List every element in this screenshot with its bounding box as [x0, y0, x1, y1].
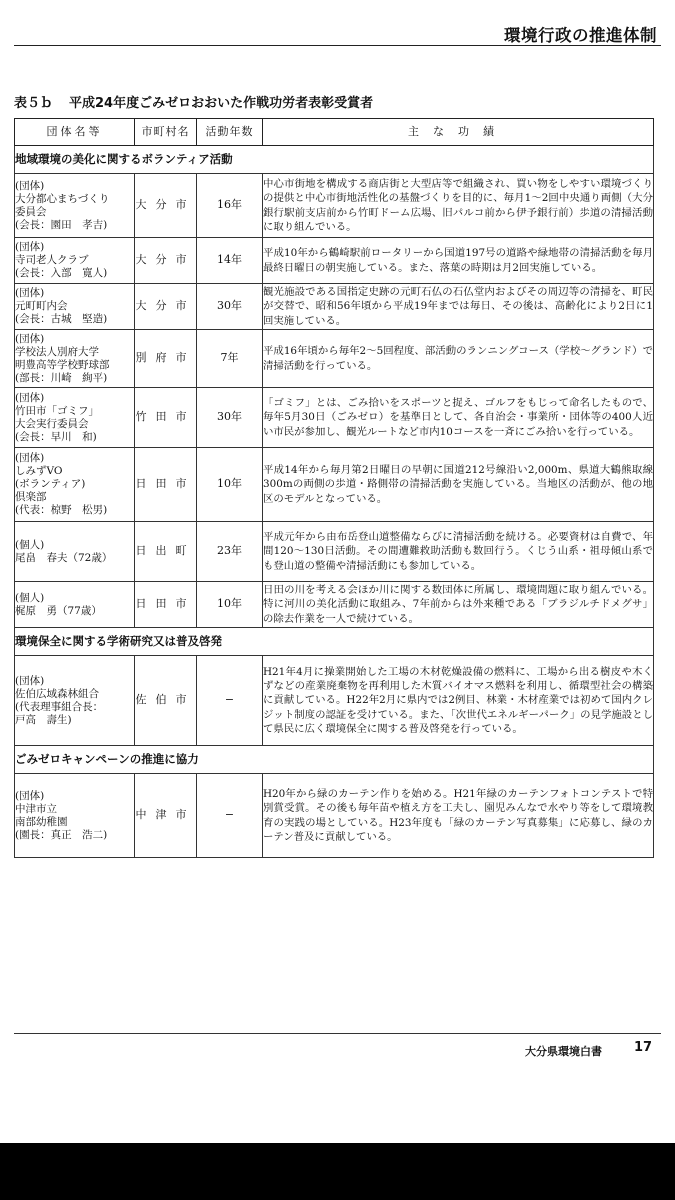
- municipality-cell: 別府市: [135, 330, 197, 388]
- recipient-line: しみずVO: [15, 465, 63, 477]
- header-years: 活動年数: [197, 119, 263, 146]
- recipient-line: 明豊高等学校野球部: [15, 358, 110, 371]
- recipient-line: (団体): [15, 674, 45, 687]
- recipient-cell: [15, 388, 135, 448]
- recipient-cell: [15, 522, 135, 582]
- recipient-line: (個人): [15, 591, 45, 604]
- table-row: [15, 388, 654, 448]
- recipient-line: 寺司老人クラブ: [15, 254, 89, 266]
- municipality-cell: 大分市: [135, 284, 197, 330]
- header-rule: [14, 45, 661, 46]
- achievement-cell: 平成14年から毎月第2日曜日の早朝に国道212号線沿い2,000m、県道大鶴熊取線300mの両側の歩道・路側帯の清掃活動を実施している。当地区の活動が、他の地区のモデルとなっている。: [263, 448, 654, 522]
- municipality-cell: 日田市: [135, 582, 197, 628]
- table-body: [15, 146, 654, 858]
- achievement-cell: 平成10年から鶴崎駅前ロータリーから国道197号の道路や緑地帯の清掃活動を毎月最終日曜日の朝実施している。また、落葉の時期は月2回実施している。: [263, 238, 654, 284]
- recipient-cell: [15, 656, 135, 746]
- section-title: ごみゼロキャンペーンの推進に協力: [15, 746, 654, 774]
- recipient-line: (園長：真正 浩二): [15, 828, 108, 841]
- recipient-line: (会長：入部 寛人): [15, 267, 108, 279]
- recipient-line: 尾畠 春夫（72歳）: [15, 551, 113, 564]
- recipient-line: 戸高 壽生): [15, 713, 72, 726]
- recipient-cell: [15, 582, 135, 628]
- table-number: 表５ｂ: [14, 96, 54, 111]
- recipient-line: 南部幼稚園: [15, 815, 68, 828]
- bottom-black-bar: [0, 1143, 675, 1200]
- section-title: 環境保全に関する学術研究又は普及啓発: [15, 628, 654, 656]
- recipient-line: (会長：園田 孝吉): [15, 218, 108, 231]
- years-cell: −: [197, 774, 263, 858]
- table-row: [15, 774, 654, 858]
- municipality-cell: 大分市: [135, 238, 197, 284]
- years-cell: 23年: [197, 522, 263, 582]
- recipient-line: (代表理事組合長：: [15, 700, 104, 713]
- header-achievements: 主な功績: [263, 119, 654, 146]
- achievement-cell: H20年から緑のカーテン作りを始める。H21年緑のカーテンフォトコンテストで特別賞受賞。その後も毎年苗や植え方を工夫し、園児みんなで水やり等をして環境教育の実践の場としている。H23年度も「緑のカーテン写真募集」に応募し、緑のカーテン普及に貢献している。: [263, 774, 654, 858]
- table-row: [15, 174, 654, 238]
- recipient-cell: [15, 284, 135, 330]
- footer-rule: [14, 1033, 661, 1034]
- recipient-line: (部長：川崎 絢平): [15, 371, 108, 384]
- recipient-cell: [15, 774, 135, 858]
- table-row: [15, 522, 654, 582]
- recipient-cell: [15, 330, 135, 388]
- section-row: [15, 146, 654, 174]
- chapter-title: 環境行政の推進体制: [504, 26, 657, 45]
- years-cell: 16年: [197, 174, 263, 238]
- recipient-line: (団体): [15, 241, 45, 253]
- municipality-cell: 日出町: [135, 522, 197, 582]
- header-org: 団体名等: [15, 119, 135, 146]
- award-table: [14, 118, 654, 858]
- years-cell: 30年: [197, 388, 263, 448]
- recipient-line: (会長：早川 和): [15, 430, 97, 443]
- recipient-line: 梶原 勇（77歳）: [15, 604, 102, 617]
- recipient-line: 大会実行委員会: [15, 417, 89, 430]
- publication-name: 大分県環境白書: [525, 1045, 602, 1058]
- recipient-line: (会長：古城 堅造): [15, 313, 108, 325]
- table-row: [15, 656, 654, 746]
- section-title: 地域環境の美化に関するボランティア活動: [15, 146, 654, 174]
- table-row: [15, 582, 654, 628]
- recipient-line: (団体): [15, 452, 45, 464]
- achievement-cell: 中心市街地を構成する商店街と大型店等で組織され、買い物をしやすい環境づくりの提供と中心市街地活性化の基盤づくりを目的に、毎月1〜2回中央通り両側（大分銀行駅前支店前から竹町ドーム広場、旧パルコ前から伊予銀行前）歩道の清掃活動に取り組んでいる。: [263, 174, 654, 238]
- page-number: 17: [634, 1040, 653, 1055]
- recipient-line: (団体): [15, 287, 45, 299]
- recipient-cell: [15, 174, 135, 238]
- achievement-cell: 日田の川を考える会ほか川に関する数団体に所属し、環境問題に取り組んでいる。特に河川の美化活動に取組み、7年前からは外来種である「ブラジルチドメグサ」の除去作業を一人で続けている。: [263, 582, 654, 628]
- table-row: [15, 330, 654, 388]
- table-caption: [14, 92, 373, 111]
- recipient-line: 佐伯広域森林組合: [15, 687, 99, 700]
- recipient-line: 竹田市「ゴミフ」: [15, 404, 99, 417]
- section-row: [15, 628, 654, 656]
- recipient-cell: [15, 448, 135, 522]
- recipient-line: 委員会: [15, 205, 47, 218]
- years-cell: 10年: [197, 448, 263, 522]
- section-row: [15, 746, 654, 774]
- table-row: [15, 238, 654, 284]
- recipient-line: 中津市立: [15, 802, 57, 815]
- recipient-cell: [15, 238, 135, 284]
- recipient-line: 学校法人別府大学: [15, 345, 99, 358]
- achievement-cell: 平成元年から由布岳登山道整備ならびに清掃活動を続ける。必要資材は自費で、年間120〜130日活動。その間遭難救助活動も数回行う。くじう山系・祖母傾山系でも登山道の整備や清掃活動にも参加している。: [263, 522, 654, 582]
- recipient-line: (ボランティア): [15, 478, 86, 490]
- recipient-line: 大分都心まちづくり: [15, 192, 110, 205]
- years-cell: 7年: [197, 330, 263, 388]
- municipality-cell: 日田市: [135, 448, 197, 522]
- achievement-cell: 平成16年頃から毎年2〜5回程度、部活動のランニングコース（学校〜グランド）で清掃活動を行っている。: [263, 330, 654, 388]
- header-municipality: 市町村名: [135, 119, 197, 146]
- recipient-line: 倶楽部: [15, 491, 47, 503]
- achievement-cell: H21年4月に操業開始した工場の木材乾燥設備の燃料に、工場から出る樹皮や木くずなどの産業廃棄物を再利用した木質バイオマス燃料を利用し、循環型社会の構築に貢献している。H22年2月に県内では2例目、林業・木材産業では初めて国内クレジット制度の認証を受けている。また、「次世代エネルギーパーク」の見学施設として県民に広く環境保全に関する普及啓発を行っている。: [263, 656, 654, 746]
- achievement-cell: 観光施設である国指定史跡の元町石仏の石仏堂内およびその周辺等の清掃を、町民が交替で、昭和56年頃から平成19年までは毎日、その後は、高齢化により2日に1回実施している。: [263, 284, 654, 330]
- table-row: [15, 284, 654, 330]
- municipality-cell: 大分市: [135, 174, 197, 238]
- recipient-line: (団体): [15, 332, 45, 345]
- table-row: [15, 448, 654, 522]
- recipient-line: (代表：椋野 松男): [15, 504, 108, 516]
- recipient-line: (団体): [15, 391, 45, 404]
- years-cell: −: [197, 656, 263, 746]
- table-header-row: [15, 119, 654, 146]
- achievement-cell: 「ゴミフ」とは、ごみ拾いをスポーツと捉え、ゴルフをもじって命名したもので、毎年5月30日（ごみゼロ）を基準日として、各自治会・事業所・団体等の400人近い市民が参加し、観光ルートなど市内10コースを一斉にごみ拾いを行っている。: [263, 388, 654, 448]
- recipient-line: 元町町内会: [15, 300, 68, 312]
- recipient-line: (個人): [15, 538, 45, 551]
- table-title: 平成24年度ごみゼロおおいた作戦功労者表彰受賞者: [69, 96, 374, 111]
- recipient-line: (団体): [15, 789, 45, 802]
- years-cell: 10年: [197, 582, 263, 628]
- years-cell: 30年: [197, 284, 263, 330]
- municipality-cell: 中津市: [135, 774, 197, 858]
- municipality-cell: 竹田市: [135, 388, 197, 448]
- years-cell: 14年: [197, 238, 263, 284]
- recipient-line: (団体): [15, 179, 45, 192]
- municipality-cell: 佐伯市: [135, 656, 197, 746]
